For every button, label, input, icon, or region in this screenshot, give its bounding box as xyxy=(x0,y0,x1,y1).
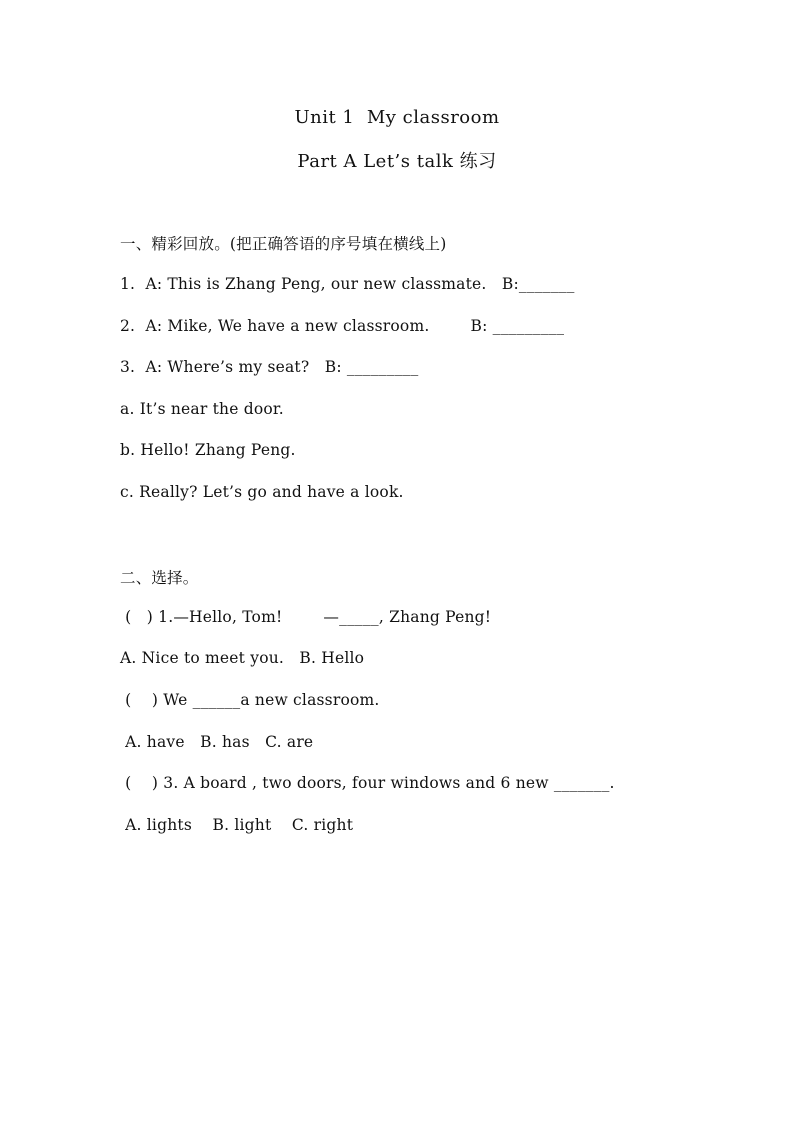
question-2: 2. A: Mike, We have a new classroom. B: _________ xyxy=(120,317,565,335)
question-1: 1. A: This is Zhang Peng, our new classmate. B:_______ xyxy=(120,275,575,293)
section-2-heading: 二、选择。 xyxy=(120,569,199,587)
choice-question-3: ( ) 3. A board , two doors, four windows and 6 new _______. xyxy=(120,774,615,792)
choice-question-2: ( ) We ______a new classroom. xyxy=(120,691,380,709)
question-3: 3. A: Where’s my seat? B: _________ xyxy=(120,358,419,376)
choice-question-1: ( ) 1.—Hello, Tom! —_____, Zhang Peng! xyxy=(120,608,492,626)
choice-options-3: A. lights B. light C. right xyxy=(120,816,354,834)
page-title: Unit 1 My classroom xyxy=(294,107,500,128)
option-a: a. It’s near the door. xyxy=(120,400,284,418)
option-b: b. Hello! Zhang Peng. xyxy=(120,441,296,459)
choice-options-2: A. have B. has C. are xyxy=(120,733,314,751)
page-subtitle: Part A Let’s talk 练习 xyxy=(297,151,497,172)
option-c: c. Really? Let’s go and have a look. xyxy=(120,483,404,501)
section-1-heading: 一、精彩回放。(把正确答语的序号填在横线上) xyxy=(120,235,447,253)
choice-options-1: A. Nice to meet you. B. Hello xyxy=(120,649,365,667)
